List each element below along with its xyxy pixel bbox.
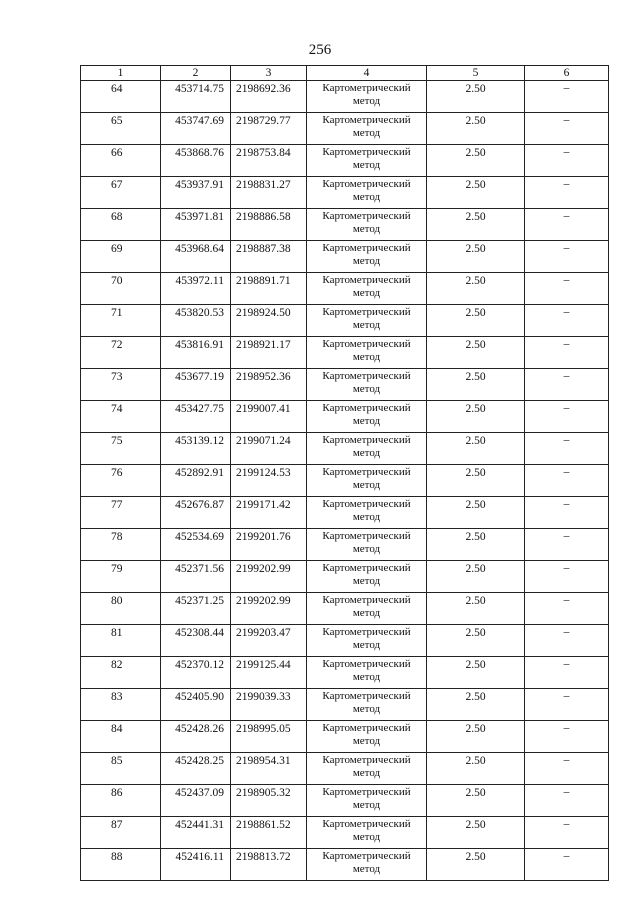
method-cell: [307, 241, 427, 273]
point-number-cell: 86: [81, 785, 161, 817]
table-row: [81, 529, 609, 561]
point-number-cell: 64: [81, 81, 161, 113]
accuracy-cell: 2.50: [427, 273, 525, 305]
x-coordinate-cell: 453820.53: [161, 305, 231, 337]
y-coordinate-cell: 2199202.99: [231, 593, 307, 625]
method-line-2: метод: [352, 447, 381, 459]
notes-cell: –: [525, 145, 609, 177]
table-row: [81, 305, 609, 337]
column-header: 6: [525, 66, 609, 81]
point-number-cell: 75: [81, 433, 161, 465]
x-coordinate-cell: 452428.26: [161, 721, 231, 753]
notes-cell: –: [525, 241, 609, 273]
notes-cell: –: [525, 401, 609, 433]
notes-cell: –: [525, 529, 609, 561]
point-number-cell: 87: [81, 817, 161, 849]
method-cell: [307, 657, 427, 689]
method-cell: [307, 177, 427, 209]
notes-cell: –: [525, 113, 609, 145]
notes-cell: –: [525, 753, 609, 785]
method-line-2: метод: [352, 223, 381, 235]
accuracy-cell: 2.50: [427, 305, 525, 337]
table-row: [81, 849, 609, 881]
table-row: [81, 401, 609, 433]
method-line-2: метод: [352, 255, 381, 267]
method-line-1: Картометрический: [322, 178, 411, 190]
x-coordinate-cell: 453972.11: [161, 273, 231, 305]
method-cell: [307, 593, 427, 625]
point-number-cell: 82: [81, 657, 161, 689]
table-row: [81, 209, 609, 241]
accuracy-cell: 2.50: [427, 337, 525, 369]
method-line-1: Картометрический: [322, 242, 411, 254]
y-coordinate-cell: 2198861.52: [231, 817, 307, 849]
method-cell: [307, 401, 427, 433]
method-cell: [307, 465, 427, 497]
y-coordinate-cell: 2198692.36: [231, 81, 307, 113]
method-cell: [307, 145, 427, 177]
notes-cell: –: [525, 273, 609, 305]
table-row: [81, 241, 609, 273]
column-header: 1: [81, 66, 161, 81]
notes-cell: –: [525, 593, 609, 625]
accuracy-cell: 2.50: [427, 209, 525, 241]
accuracy-cell: 2.50: [427, 81, 525, 113]
point-number-cell: 88: [81, 849, 161, 881]
accuracy-cell: 2.50: [427, 529, 525, 561]
notes-cell: –: [525, 497, 609, 529]
x-coordinate-cell: 452416.11: [161, 849, 231, 881]
y-coordinate-cell: 2198886.58: [231, 209, 307, 241]
notes-cell: –: [525, 81, 609, 113]
method-line-1: Картометрический: [322, 850, 411, 862]
notes-cell: –: [525, 209, 609, 241]
point-number-cell: 81: [81, 625, 161, 657]
notes-cell: –: [525, 785, 609, 817]
point-number-cell: 66: [81, 145, 161, 177]
notes-cell: –: [525, 817, 609, 849]
method-line-1: Картометрический: [322, 274, 411, 286]
method-line-2: метод: [352, 543, 381, 555]
accuracy-cell: 2.50: [427, 401, 525, 433]
x-coordinate-cell: 452405.90: [161, 689, 231, 721]
point-number-cell: 70: [81, 273, 161, 305]
method-cell: [307, 817, 427, 849]
y-coordinate-cell: 2199071.24: [231, 433, 307, 465]
table-header-row: [81, 66, 609, 81]
accuracy-cell: 2.50: [427, 465, 525, 497]
notes-cell: –: [525, 369, 609, 401]
notes-cell: –: [525, 433, 609, 465]
x-coordinate-cell: 452676.87: [161, 497, 231, 529]
table-row: [81, 113, 609, 145]
point-number-cell: 78: [81, 529, 161, 561]
accuracy-cell: 2.50: [427, 593, 525, 625]
method-line-1: Картометрический: [322, 434, 411, 446]
accuracy-cell: 2.50: [427, 689, 525, 721]
x-coordinate-cell: 453868.76: [161, 145, 231, 177]
table-row: [81, 593, 609, 625]
accuracy-cell: 2.50: [427, 113, 525, 145]
point-number-cell: 68: [81, 209, 161, 241]
y-coordinate-cell: 2199202.99: [231, 561, 307, 593]
table-row: [81, 657, 609, 689]
accuracy-cell: 2.50: [427, 497, 525, 529]
method-line-2: метод: [352, 575, 381, 587]
point-number-cell: 84: [81, 721, 161, 753]
method-line-1: Картометрический: [322, 722, 411, 734]
method-line-2: метод: [352, 351, 381, 363]
table-row: [81, 81, 609, 113]
y-coordinate-cell: 2199039.33: [231, 689, 307, 721]
notes-cell: –: [525, 721, 609, 753]
method-line-2: метод: [352, 287, 381, 299]
method-line-2: метод: [352, 831, 381, 843]
column-header: 3: [231, 66, 307, 81]
point-number-cell: 67: [81, 177, 161, 209]
x-coordinate-cell: 453747.69: [161, 113, 231, 145]
table-row: [81, 689, 609, 721]
notes-cell: –: [525, 177, 609, 209]
method-cell: [307, 625, 427, 657]
notes-cell: –: [525, 465, 609, 497]
x-coordinate-cell: 452534.69: [161, 529, 231, 561]
x-coordinate-cell: 452370.12: [161, 657, 231, 689]
point-number-cell: 76: [81, 465, 161, 497]
y-coordinate-cell: 2198887.38: [231, 241, 307, 273]
method-line-2: метод: [352, 127, 381, 139]
x-coordinate-cell: 453427.75: [161, 401, 231, 433]
method-cell: [307, 113, 427, 145]
y-coordinate-cell: 2198729.77: [231, 113, 307, 145]
method-line-1: Картометрический: [322, 562, 411, 574]
y-coordinate-cell: 2198952.36: [231, 369, 307, 401]
table-row: [81, 433, 609, 465]
method-line-2: метод: [352, 671, 381, 683]
accuracy-cell: 2.50: [427, 433, 525, 465]
x-coordinate-cell: 453968.64: [161, 241, 231, 273]
method-line-1: Картометрический: [322, 690, 411, 702]
method-line-2: метод: [352, 95, 381, 107]
accuracy-cell: 2.50: [427, 625, 525, 657]
column-header: 2: [161, 66, 231, 81]
column-header: 5: [427, 66, 525, 81]
point-number-cell: 85: [81, 753, 161, 785]
method-line-2: метод: [352, 735, 381, 747]
point-number-cell: 80: [81, 593, 161, 625]
x-coordinate-cell: 452892.91: [161, 465, 231, 497]
y-coordinate-cell: 2199124.53: [231, 465, 307, 497]
accuracy-cell: 2.50: [427, 177, 525, 209]
method-line-2: метод: [352, 799, 381, 811]
point-number-cell: 65: [81, 113, 161, 145]
method-line-1: Картометрический: [322, 306, 411, 318]
method-line-1: Картометрический: [322, 370, 411, 382]
point-number-cell: 72: [81, 337, 161, 369]
method-cell: [307, 721, 427, 753]
y-coordinate-cell: 2198831.27: [231, 177, 307, 209]
table-row: [81, 753, 609, 785]
method-cell: [307, 337, 427, 369]
y-coordinate-cell: 2198753.84: [231, 145, 307, 177]
method-cell: [307, 209, 427, 241]
x-coordinate-cell: 453139.12: [161, 433, 231, 465]
accuracy-cell: 2.50: [427, 849, 525, 881]
method-cell: [307, 497, 427, 529]
point-number-cell: 77: [81, 497, 161, 529]
method-line-2: метод: [352, 415, 381, 427]
y-coordinate-cell: 2198813.72: [231, 849, 307, 881]
method-cell: [307, 433, 427, 465]
table-row: [81, 497, 609, 529]
method-line-2: метод: [352, 639, 381, 651]
x-coordinate-cell: 452371.25: [161, 593, 231, 625]
method-line-1: Картометрический: [322, 498, 411, 510]
method-cell: [307, 753, 427, 785]
method-cell: [307, 305, 427, 337]
accuracy-cell: 2.50: [427, 753, 525, 785]
accuracy-cell: 2.50: [427, 145, 525, 177]
method-line-1: Картометрический: [322, 530, 411, 542]
y-coordinate-cell: 2198921.17: [231, 337, 307, 369]
accuracy-cell: 2.50: [427, 817, 525, 849]
coordinates-table: [80, 65, 609, 881]
column-header: 4: [307, 66, 427, 81]
page-number: 256: [308, 42, 332, 58]
notes-cell: –: [525, 305, 609, 337]
y-coordinate-cell: 2198905.32: [231, 785, 307, 817]
accuracy-cell: 2.50: [427, 561, 525, 593]
method-cell: [307, 785, 427, 817]
x-coordinate-cell: 452428.25: [161, 753, 231, 785]
point-number-cell: 79: [81, 561, 161, 593]
method-line-1: Картометрический: [322, 754, 411, 766]
y-coordinate-cell: 2198995.05: [231, 721, 307, 753]
table-row: [81, 145, 609, 177]
x-coordinate-cell: 453714.75: [161, 81, 231, 113]
method-line-1: Картометрический: [322, 466, 411, 478]
method-line-1: Картометрический: [322, 594, 411, 606]
method-cell: [307, 529, 427, 561]
point-number-cell: 71: [81, 305, 161, 337]
method-cell: [307, 273, 427, 305]
method-line-2: метод: [352, 703, 381, 715]
table-row: [81, 273, 609, 305]
notes-cell: –: [525, 689, 609, 721]
method-line-1: Картометрический: [322, 146, 411, 158]
method-line-2: метод: [352, 607, 381, 619]
table-row: [81, 177, 609, 209]
method-line-1: Картометрический: [322, 626, 411, 638]
table-row: [81, 721, 609, 753]
method-line-1: Картометрический: [322, 402, 411, 414]
table-row: [81, 785, 609, 817]
point-number-cell: 73: [81, 369, 161, 401]
accuracy-cell: 2.50: [427, 369, 525, 401]
method-line-1: Картометрический: [322, 786, 411, 798]
table-row: [81, 369, 609, 401]
method-line-2: метод: [352, 511, 381, 523]
method-line-1: Картометрический: [322, 658, 411, 670]
method-line-1: Картометрический: [322, 114, 411, 126]
y-coordinate-cell: 2199201.76: [231, 529, 307, 561]
method-line-2: метод: [352, 863, 381, 875]
method-line-1: Картометрический: [322, 818, 411, 830]
table-row: [81, 817, 609, 849]
method-line-1: Картометрический: [322, 338, 411, 350]
table-row: [81, 465, 609, 497]
y-coordinate-cell: 2199171.42: [231, 497, 307, 529]
table-row: [81, 561, 609, 593]
x-coordinate-cell: 453816.91: [161, 337, 231, 369]
x-coordinate-cell: 452437.09: [161, 785, 231, 817]
notes-cell: –: [525, 849, 609, 881]
method-line-2: метод: [352, 159, 381, 171]
method-line-2: метод: [352, 383, 381, 395]
method-cell: [307, 689, 427, 721]
point-number-cell: 69: [81, 241, 161, 273]
notes-cell: –: [525, 657, 609, 689]
x-coordinate-cell: 453677.19: [161, 369, 231, 401]
accuracy-cell: 2.50: [427, 785, 525, 817]
accuracy-cell: 2.50: [427, 721, 525, 753]
accuracy-cell: 2.50: [427, 241, 525, 273]
method-cell: [307, 369, 427, 401]
y-coordinate-cell: 2198924.50: [231, 305, 307, 337]
y-coordinate-cell: 2199007.41: [231, 401, 307, 433]
accuracy-cell: 2.50: [427, 657, 525, 689]
x-coordinate-cell: 452371.56: [161, 561, 231, 593]
x-coordinate-cell: 453937.91: [161, 177, 231, 209]
y-coordinate-cell: 2199125.44: [231, 657, 307, 689]
point-number-cell: 74: [81, 401, 161, 433]
method-line-2: метод: [352, 767, 381, 779]
x-coordinate-cell: 453971.81: [161, 209, 231, 241]
method-line-2: метод: [352, 479, 381, 491]
method-line-1: Картометрический: [322, 82, 411, 94]
y-coordinate-cell: 2199203.47: [231, 625, 307, 657]
table-row: [81, 625, 609, 657]
method-cell: [307, 81, 427, 113]
table-row: [81, 337, 609, 369]
x-coordinate-cell: 452308.44: [161, 625, 231, 657]
notes-cell: –: [525, 625, 609, 657]
y-coordinate-cell: 2198954.31: [231, 753, 307, 785]
table-body: [81, 81, 609, 881]
point-number-cell: 83: [81, 689, 161, 721]
y-coordinate-cell: 2198891.71: [231, 273, 307, 305]
method-line-2: метод: [352, 319, 381, 331]
method-cell: [307, 849, 427, 881]
notes-cell: –: [525, 337, 609, 369]
x-coordinate-cell: 452441.31: [161, 817, 231, 849]
method-cell: [307, 561, 427, 593]
notes-cell: –: [525, 561, 609, 593]
method-line-1: Картометрический: [322, 210, 411, 222]
method-line-2: метод: [352, 191, 381, 203]
